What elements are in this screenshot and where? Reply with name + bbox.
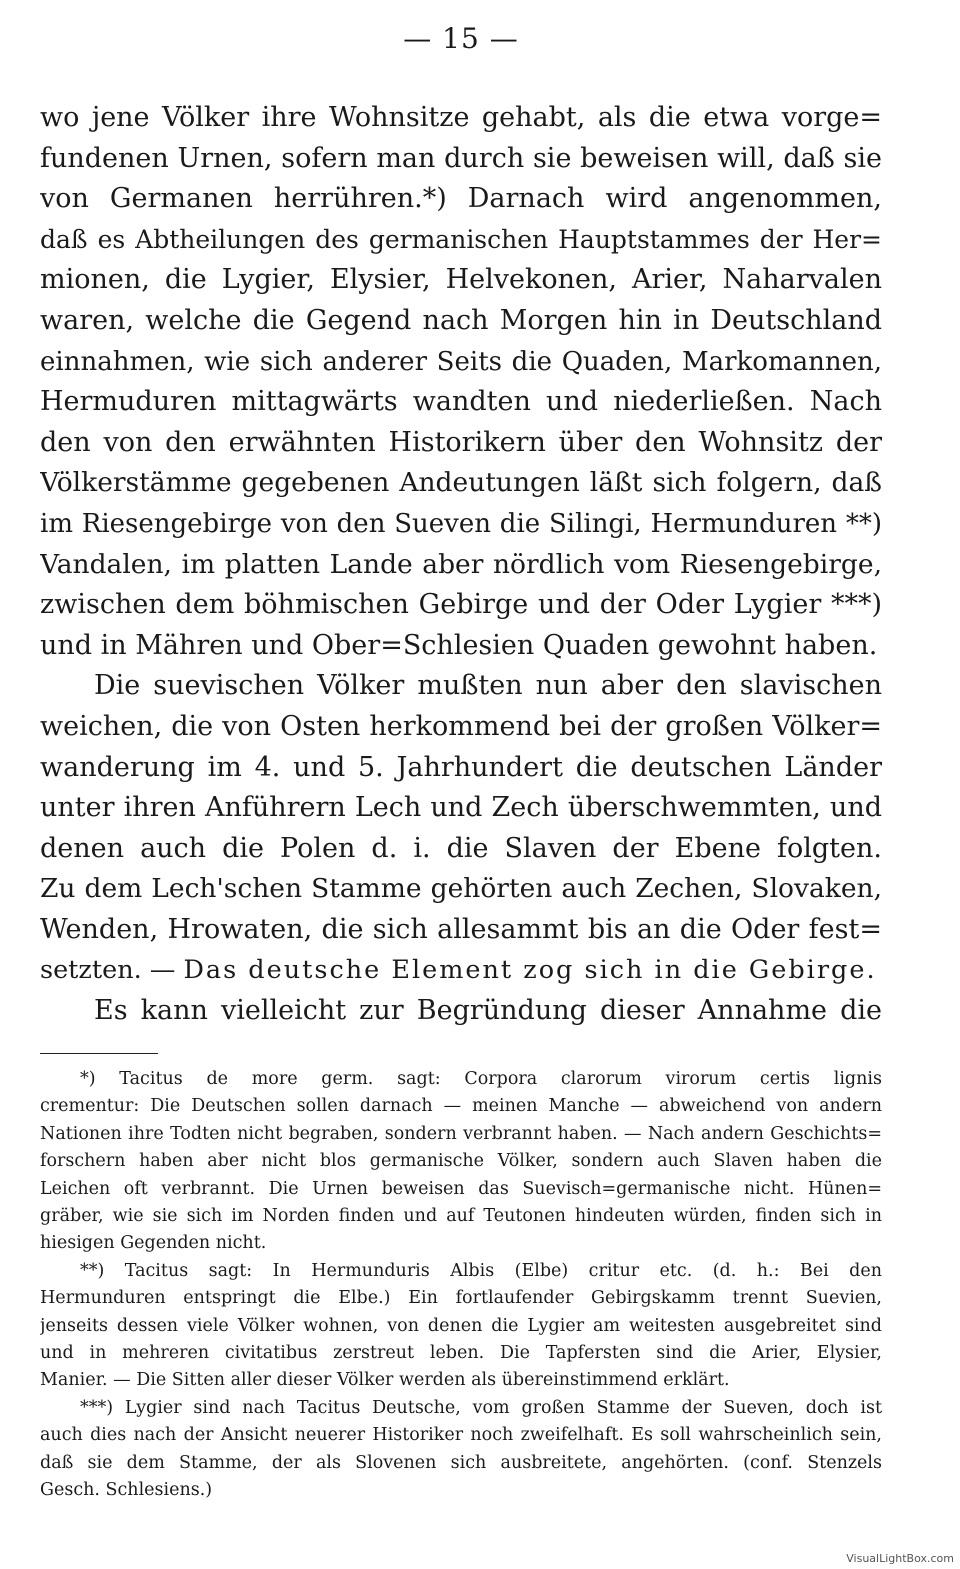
text-line: und in Mähren und Ober=Schlesien Quaden gewohnt haben. bbox=[40, 629, 878, 661]
footnote-line: jenseits dessen viele Völker wohnen, von denen die Lygier am weitesten ausgebreitet sind bbox=[40, 1315, 882, 1336]
text-line: daß es Abtheilungen des germanischen Hauptstammes der Her= bbox=[40, 224, 882, 254]
footnote-line: hiesigen Gegenden nicht. bbox=[40, 1233, 267, 1254]
text-fragment: setzten. — bbox=[40, 955, 176, 986]
text-line: den von den erwähnten Historikern über den Wohnsitz der bbox=[40, 426, 882, 458]
footnote-line: Gesch. Schlesiens.) bbox=[40, 1480, 213, 1501]
footnote-line: und in mehreren civitatibus zerstreut leben. Die Tapfersten sind die Arier, Elysier, bbox=[40, 1343, 882, 1364]
text-line: Die suevischen Völker mußten nun aber den slavischen bbox=[94, 670, 882, 702]
text-line: Es kann vielleicht zur Begründung dieser Annahme die bbox=[94, 995, 882, 1027]
page-number: — 15 — bbox=[403, 22, 519, 55]
footnote-line: daß sie dem Stamme, der als Slovenen sich ausbreitete, angehörten. (conf. Stenzels bbox=[40, 1452, 882, 1473]
text-line: Zu dem Lech'schen Stamme gehörten auch Zechen, Slovaken, bbox=[40, 873, 882, 905]
footnotes bbox=[40, 1066, 882, 1505]
text-line: Hermuduren mittagwärts wandten und niederließen. Nach bbox=[40, 386, 882, 418]
text-line: Vandalen, im platten Lande aber nördlich vom Riesengebirge, bbox=[40, 548, 882, 580]
footnote-line: Manier. — Die Sitten aller dieser Völker werden als übereinstimmend erklärt. bbox=[40, 1370, 730, 1391]
text-line: denen auch die Polen d. i. die Slaven der Ebene folgten. bbox=[40, 832, 882, 864]
book-page bbox=[40, 0, 882, 1569]
footnote-line: crementur: Die Deutschen sollen darnach — meinen Manche — abweichend von andern bbox=[40, 1096, 882, 1117]
text-line: unter ihren Anführern Lech und Zech überschwemmten, und bbox=[40, 792, 882, 824]
text-line: einnahmen, wie sich anderer Seits die Quaden, Markomannen, bbox=[40, 346, 882, 377]
footnote-line: Leichen oft verbrannt. Die Urnen beweisen das Suevisch=germanische nicht. Hünen= bbox=[40, 1178, 882, 1199]
text-line: zwischen dem böhmischen Gebirge und der Oder Lygier ***) bbox=[40, 589, 882, 621]
text-line: wanderung im 4. und 5. Jahrhundert die deutschen Länder bbox=[40, 751, 882, 783]
text-line: wo jene Völker ihre Wohnsitze gehabt, als die etwa vorge= bbox=[40, 102, 882, 133]
footnote-line: ***) Lygier sind nach Tacitus Deutsche, vom großen Stamme der Sueven, doch ist bbox=[80, 1397, 882, 1418]
text-line: Wenden, Hrowaten, die sich allesammt bis an die Oder fest= bbox=[40, 913, 882, 945]
footnote-line: *) Tacitus de more germ. sagt: Corpora clarorum virorum certis lignis bbox=[80, 1069, 882, 1089]
footnote-line: gräber, wie sie sich im Norden finden und auf Teutonen hindeuten würden, finden sich in bbox=[40, 1206, 882, 1227]
text-line: waren, welche die Gegend nach Morgen hin in Deutschland bbox=[40, 304, 882, 336]
text-line bbox=[40, 950, 882, 991]
watermark: VisualLightBox.com bbox=[846, 1552, 954, 1565]
text-line: Völkerstämme gegebenen Andeutungen läßt sich folgern, daß bbox=[40, 467, 882, 499]
text-line: weichen, die von Osten herkommend bei der großen Völker= bbox=[40, 710, 882, 742]
footnote-line: forschern haben aber nicht blos germanische Völker, sondern auch Slaven haben die bbox=[40, 1151, 882, 1172]
footnote-line: Hermunduren entspringt die Elbe.) Ein fortlaufender Gebirgskamm trennt Suevien, bbox=[40, 1288, 882, 1309]
footnote-line: Nationen ihre Todten nicht begraben, sondern verbrannt haben. — Nach andern Geschichts= bbox=[40, 1123, 882, 1144]
text-line: fundenen Urnen, sofern man durch sie beweisen will, daß sie bbox=[40, 142, 882, 174]
footnote-line: auch dies nach der Ansicht neuerer Historiker noch zweifelhaft. Es soll wahrscheinlich sein, bbox=[40, 1425, 882, 1446]
text-line: von Germanen herrühren.*) Darnach wird angenommen, bbox=[40, 183, 882, 215]
footnote-separator bbox=[40, 1053, 158, 1054]
text-line: im Riesengebirge von den Sueven die Silingi, Hermunduren **) bbox=[40, 508, 882, 539]
text-line: mionen, die Lygier, Elysier, Helvekonen, Arier, Naharvalen bbox=[40, 264, 882, 296]
emphasized-text: Das deutsche Element zog sich in die Gebirge. bbox=[183, 955, 877, 986]
main-text bbox=[40, 98, 882, 1032]
footnote-line: **) Tacitus sagt: In Hermunduris Albis (Elbe) critur etc. (d. h.: Bei den bbox=[80, 1260, 882, 1281]
